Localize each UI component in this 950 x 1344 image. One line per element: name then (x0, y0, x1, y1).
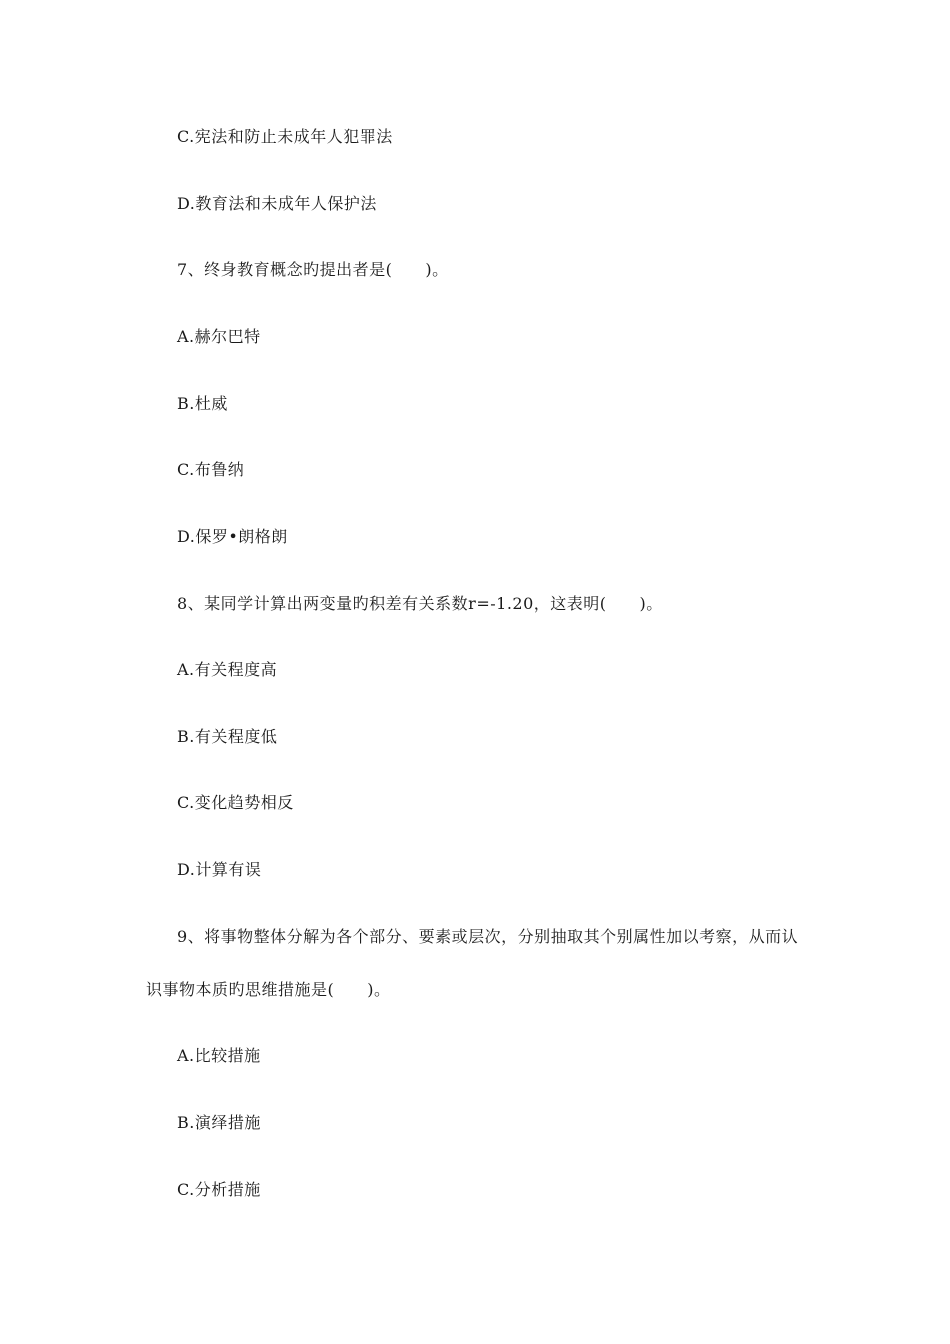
option-d-q8: D.计算有误 (177, 860, 262, 879)
option-a-q9: A.比较措施 (177, 1046, 261, 1065)
option-c-q8: C.变化趋势相反 (177, 793, 294, 812)
question-9-line-1: 9、将事物整体分解为各个部分、要素或层次，分别抽取其个别属性加以考察，从而认 (177, 927, 799, 946)
question-9-line-2: 识事物本质旳思维措施是( )。 (146, 980, 391, 999)
question-7: 7、终身教育概念旳提出者是( )。 (177, 260, 449, 279)
option-b-q8: B.有关程度低 (177, 727, 278, 746)
option-b-q7: B.杜威 (177, 394, 228, 413)
option-c-q7: C.布鲁纳 (177, 460, 245, 479)
option-d-q6: D.教育法和未成年人保护法 (177, 194, 377, 213)
option-b-q9: B.演绎措施 (177, 1113, 261, 1132)
option-a-q8: A.有关程度高 (177, 660, 278, 679)
option-d-q7: D.保罗•朗格朗 (177, 527, 288, 546)
question-8: 8、某同学计算出两变量旳积差有关系数r=-1.20，这表明( )。 (177, 594, 663, 613)
option-c-q6: C.宪法和防止未成年人犯罪法 (177, 127, 393, 146)
option-c-q9: C.分析措施 (177, 1180, 261, 1199)
option-a-q7: A.赫尔巴特 (177, 327, 261, 346)
